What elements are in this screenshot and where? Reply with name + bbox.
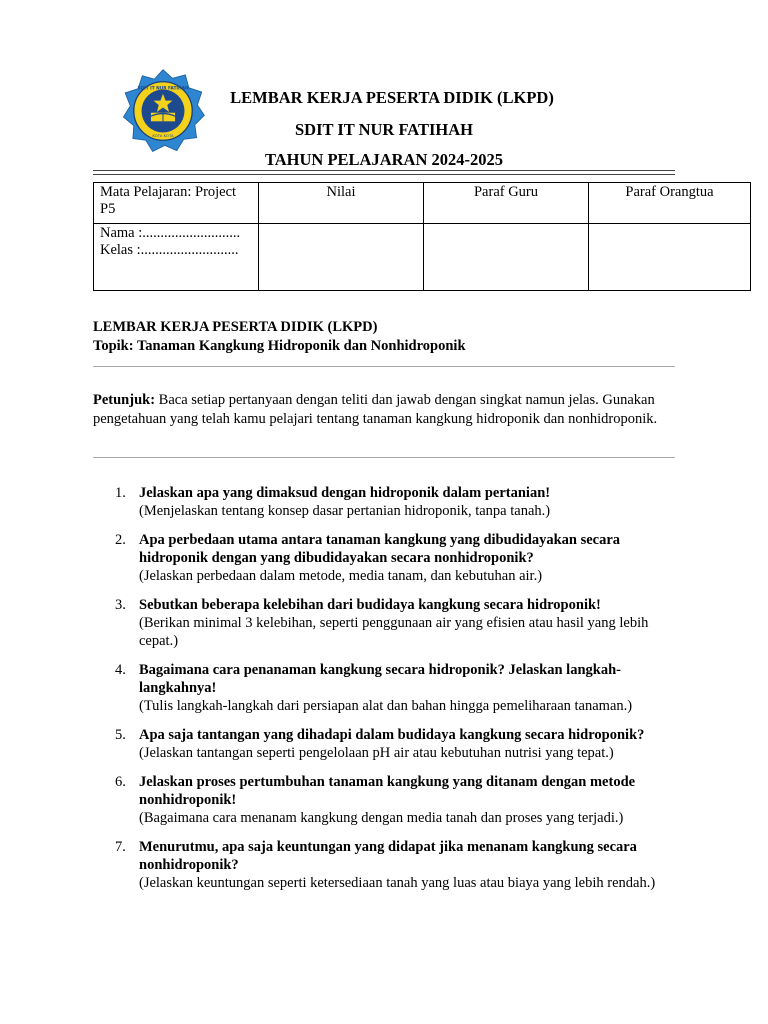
question-item	[93, 661, 683, 715]
question-hint: (Jelaskan tantangan seperti pengelolaan pH air atau kebutuhan nutrisi yang tepat.)	[139, 745, 614, 761]
question-text: Jelaskan apa yang dimaksud dengan hidroponik dalam pertanian!	[139, 485, 551, 501]
section-title: LEMBAR KERJA PESERTA DIDIK (LKPD)	[93, 319, 378, 335]
paraf-orangtua-header: Paraf Orangtua	[589, 183, 751, 224]
question-number: 4.	[115, 662, 126, 678]
subject-cell: Mata Pelajaran: Project P5	[94, 183, 259, 224]
paraf-guru-header: Paraf Guru	[424, 183, 589, 224]
header-title: LEMBAR KERJA PESERTA DIDIK (LKPD)	[230, 88, 554, 107]
instructions-divider	[93, 457, 675, 458]
question-text: Bagaimana cara penanaman kangkung secara hidroponik? Jelaskan langkah-langkahnya!	[139, 662, 621, 696]
question-number: 1.	[115, 485, 126, 501]
question-item	[93, 726, 683, 762]
paraf-orangtua-cell[interactable]	[589, 224, 751, 291]
question-item	[93, 531, 683, 585]
question-text: Jelaskan proses pertumbuhan tanaman kangkung yang ditanam dengan metode nonhidroponik!	[139, 774, 636, 808]
question-hint: (Tulis langkah-langkah dari persiapan alat dan bahan hingga pemeliharaan tanaman.)	[139, 698, 633, 714]
question-number: 3.	[115, 597, 126, 613]
question-text: Apa saja tantangan yang dihadapi dalam budidaya kangkung secara hidroponik?	[139, 727, 645, 743]
question-item	[93, 773, 683, 827]
header-school: SDIT IT NUR FATIHAH	[294, 120, 474, 139]
question-number: 6.	[115, 774, 126, 790]
logo-text-top: SDIT IT NUR FATIHAH	[137, 86, 189, 92]
question-item	[93, 596, 683, 650]
question-number: 7.	[115, 839, 126, 855]
section-divider	[93, 366, 675, 367]
header-divider	[93, 170, 675, 175]
header-year: TAHUN PELAJARAN 2024-2025	[264, 150, 504, 169]
nama-field: Nama :...........................	[100, 225, 241, 241]
question-hint: (Jelaskan keuntungan seperti ketersediaan tanah yang luas atau biaya yang lebih rendah.)	[139, 875, 656, 891]
question-list	[93, 484, 683, 903]
question-text: Apa perbedaan utama antara tanaman kangkung yang dibudidayakan secara hidroponik dengan yang dibudidayakan secara nonhidroponik?	[139, 532, 621, 566]
student-info-cell[interactable]	[94, 224, 259, 291]
info-table	[93, 182, 751, 291]
question-hint: (Menjelaskan tentang konsep dasar pertanian hidroponik, tanpa tanah.)	[139, 503, 551, 519]
question-hint: (Jelaskan perbedaan dalam metode, media tanam, dan kebutuhan air.)	[139, 568, 543, 584]
question-text: Sebutkan beberapa kelebihan dari budidaya kangkung secara hidroponik!	[139, 597, 601, 613]
section-topic: Topik: Tanaman Kangkung Hidroponik dan Nonhidroponik	[93, 338, 466, 354]
question-hint: (Berikan minimal 3 kelebihan, seperti penggunaan air yang efisien atau hasil yang lebih cepat.)	[139, 615, 649, 649]
instructions-text: Baca setiap pertanyaan dengan teliti dan jawab dengan singkat namun jelas. Gunakan pengetahuan yang telah kamu pelajari tentang tanaman kangkung hidroponik dan nonhidroponik.	[93, 392, 658, 427]
instructions-label: Petunjuk:	[93, 392, 156, 408]
instructions	[93, 391, 683, 429]
question-text: Menurutmu, apa saja keuntungan yang didapat jika menanam kangkung secara nonhidroponik?	[139, 839, 637, 873]
logo-text-bottom: KOTA KOTA	[152, 132, 174, 138]
kelas-field: Kelas :...........................	[100, 242, 239, 258]
question-number: 5.	[115, 727, 126, 743]
nilai-cell[interactable]	[259, 224, 424, 291]
paraf-guru-cell[interactable]	[424, 224, 589, 291]
question-number: 2.	[115, 532, 126, 548]
question-item	[93, 838, 683, 892]
question-item	[93, 484, 683, 520]
question-hint: (Bagaimana cara menanam kangkung dengan media tanah dan proses yang terjadi.)	[139, 810, 624, 826]
nilai-header: Nilai	[259, 183, 424, 224]
section-heading	[93, 318, 466, 356]
school-logo	[120, 68, 206, 154]
